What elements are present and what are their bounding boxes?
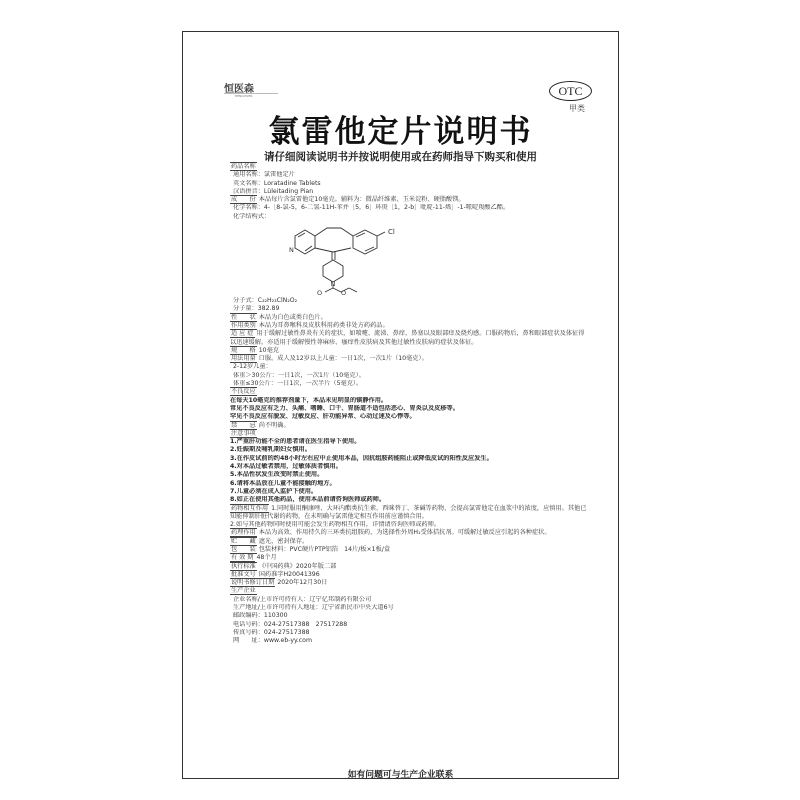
section-interactions (230, 505, 590, 522)
section-adverse (230, 388, 590, 396)
adverse-line-3: 罕见不良反应有脱发、过敏反应、肝功能异常、心动过速及心悸等。 (230, 413, 416, 421)
section-dosage (230, 355, 590, 363)
section-label: 作用类别 (231, 321, 256, 329)
section-storage (230, 538, 590, 546)
appearance-text: 本品为白色或类白色片。 (258, 313, 327, 321)
section-spec (230, 347, 590, 355)
section-drug-name (230, 163, 590, 171)
chemical-name: 化学名称：4-［8-氯-5，6-二氢-11H-苯并［5，6］环庚［1，2-b］吡啶-11-烯］-1-哌啶羧酸乙酯。 (233, 204, 510, 212)
section-label: 药理作用 (231, 529, 256, 537)
piperidine-nitrogen-label: N (330, 280, 336, 289)
validity-text: 48个月 (256, 554, 277, 562)
document-title: 氯雷他定片说明书 (268, 114, 533, 150)
section-label: 贮 藏 (231, 537, 256, 545)
spec-text: 10毫克 (258, 346, 279, 354)
section-validity (230, 554, 590, 562)
manufacturer-fax: 传真号码：024-27517388 (233, 628, 310, 636)
indications-text: 用于缓解过敏性鼻炎有关的症状，如喷嚏、流涕、鼻痒、鼻塞以及眼部痒及烧灼感。口服药物后，鼻和眼部症状及体征得以迅速缓解。亦适用于缓解慢性荨麻疹、瘙痒性皮肤病及其他过敏性皮肤病的症状及体征。 (230, 330, 585, 346)
section-label: 成 份 (231, 196, 256, 204)
section-package (230, 546, 590, 554)
precaution-item: 5.本品性状发生改变时禁止使用。 (230, 471, 324, 479)
section-label: 有 效 期 (231, 554, 254, 562)
section-label: 注意事项 (231, 429, 256, 437)
adverse-line-2: 常见不良反应有乏力、头痛、嗜睡、口干、胃肠道不适包括恶心、胃炎以及皮疹等。 (230, 404, 459, 412)
carbonyl-oxygen-label: O (317, 289, 323, 297)
section-label: 说明书修订日期 (231, 579, 275, 587)
manufacturer-website[interactable]: 网 址：www.eb-yy.com (233, 637, 312, 645)
manufacturer-address: 生产地址/上市许可持有人地址：辽宁省新民市中央大道6号 (233, 604, 394, 612)
insert-body (230, 163, 590, 646)
storage-text: 遮光，密封保存。 (258, 537, 309, 545)
structure-label: 化学结构式： (233, 212, 271, 220)
interactions-text-2: 2.如与其他药物同时使用可能会发生药物相互作用，详情请咨询医师或药师。 (230, 521, 441, 529)
section-label: 性 状 (231, 313, 256, 321)
section-label: 批准文号 (231, 570, 256, 578)
brand-subtext: HENGYISEN (235, 94, 253, 98)
molecular-formula: 分子式：C₂₂H₂₃ClN₂O₂ (233, 297, 298, 305)
package-insert-sheet (182, 31, 619, 779)
generic-name: 通用名称：氯雷他定片 (233, 171, 295, 179)
section-indications (230, 330, 590, 347)
manufacturer-postcode: 邮政编码：110300 (233, 612, 288, 620)
section-label: 用法用量 (231, 355, 256, 363)
adverse-line-1: 在每天10毫克的推荐剂量下，本品未见明显的镇静作用。 (230, 396, 388, 404)
english-name: 英文名称：Loratadine Tablets (233, 179, 321, 187)
brand-name: 恒医森 (224, 84, 254, 95)
section-appearance (230, 314, 590, 322)
section-label: 规 格 (231, 346, 256, 354)
section-label: 药品名称 (231, 163, 256, 170)
dosage-line-2: 体重≤30公斤：一日1次，一次半片（5毫克）。 (233, 380, 363, 388)
interactions-text: 1.同时服用酮康唑、大环内酯类抗生素、西咪替丁、茶碱等药物，会提高氯雷他定在血浆中的浓度，应慎用。其他已知能抑制肝脏代谢的药物，在未明确与氯雷他定相互作用前应谨慎合用。 (230, 504, 587, 520)
section-manufacturer (230, 587, 590, 595)
section-label: 生产企业 (231, 587, 256, 595)
category-text: 本品为耳鼻喉科及皮肤科用药类非处方药药品。 (258, 321, 389, 329)
otc-badge: OTC (549, 81, 592, 101)
otc-category: 甲类 (569, 104, 585, 113)
ester-oxygen-label: O (341, 289, 347, 297)
document-subtitle: 请仔细阅读说明书并按说明使用或在药师指导下购买和使用 (264, 151, 537, 163)
precaution-item: 8.如正在使用其他药品，使用本品前请咨询医师或药师。 (230, 496, 386, 504)
contact-footer: 如有问题可与生产企业联系 (347, 770, 454, 780)
section-composition (230, 196, 590, 204)
section-label: 包 装 (231, 545, 256, 553)
revision-text: 2020年12月30日 (277, 579, 328, 587)
section-precautions (230, 430, 590, 438)
chlorine-label: Cl (388, 228, 395, 237)
dosage-text: 口服。成人及12岁以上儿童：一日1次，一次1片（10毫克）。 (258, 355, 428, 363)
section-label: 适 应 症 (231, 330, 254, 338)
chemical-structure (230, 222, 590, 296)
section-standard (230, 563, 590, 571)
section-revision (230, 579, 590, 587)
pinyin-name: 汉语拼音：Lüleitading Pian (233, 187, 314, 195)
precaution-item: 1.严重肝功能不全的患者请在医生指导下使用。 (230, 438, 361, 446)
section-label: 禁 忌 (231, 421, 256, 429)
dosage-line-1: 体重＞30公斤：一日1次，一次1片（10毫克）。 (233, 371, 365, 379)
brand-logo (224, 80, 278, 98)
manufacturer-name: 企业名称/上市许可持有人：辽宁亿邦制药有限公司 (233, 595, 372, 603)
precaution-item: 4.对本品过敏者禁用，过敏体质者慎用。 (230, 463, 342, 471)
section-label: 药物相互作用 (231, 504, 269, 512)
contraindications-text: 尚不明确。 (258, 421, 290, 429)
dosage-child: 2-12岁儿童： (233, 363, 272, 371)
section-pharmacology (230, 529, 590, 537)
section-label: 执行标准 (231, 562, 256, 570)
precaution-item: 2.妊娠期及哺乳期妇女慎用。 (230, 446, 311, 454)
pharmacology-text: 本品为高效、作用持久的三环类抗组胺药，为选择性外周H₁受体拮抗剂。可缓解过敏反应引起的各种症状。 (258, 529, 551, 537)
precaution-item: 3.在作皮试前的约48小时左右应中止使用本品，因抗组胺药能阻止或降低皮试的阳性反应发生。 (230, 454, 493, 462)
standard-text: 《中国药典》2020年版二部 (258, 562, 337, 570)
manufacturer-phone: 电话号码：024-27517388 27517288 (233, 620, 348, 628)
precaution-item: 7.儿童必须在成人监护下使用。 (230, 487, 318, 495)
precaution-item: 6.请将本品放在儿童不能接触的地方。 (230, 479, 336, 487)
section-contraindications (230, 422, 590, 430)
pyridine-nitrogen-label: N (289, 246, 294, 255)
section-label: 不良反应 (231, 388, 256, 396)
molecular-weight: 分子量：382.89 (233, 305, 280, 313)
section-approval (230, 571, 590, 579)
approval-text: 国药准字H20041396 (258, 570, 320, 578)
package-text: 包装材料：PVC硬片PTP铝箔 14片/板×1板/盒 (258, 545, 391, 553)
chemical-structure-diagram (285, 222, 455, 296)
composition-text: 本品每片含氯雷他定10毫克。辅料为：微晶纤维素、玉米淀粉、硬脂酸镁。 (258, 196, 465, 204)
